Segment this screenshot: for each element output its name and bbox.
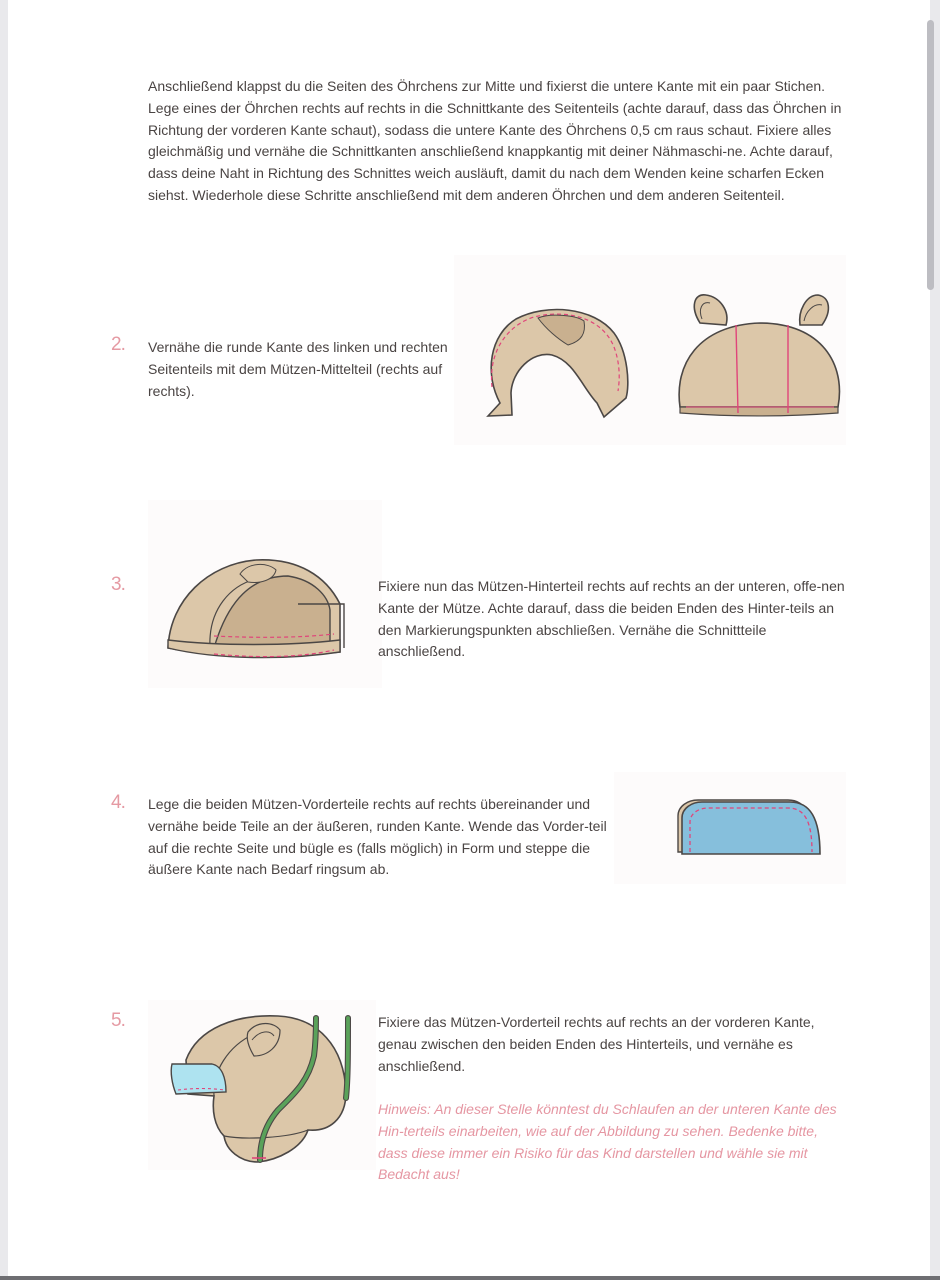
step-2-illustration (454, 255, 846, 445)
bottom-border (0, 1276, 940, 1280)
intro-paragraph: Anschließend klappst du die Seiten des Öhrchens zur Mitte und fixierst die untere Kante mit ein paar Stichen. Lege eines der Öhrchen rechts auf rechts in die Schnittkante des Seitenteils (achte darauf, dass das Öhrchen in Richtung der vorderen Kante schaut), sodass die untere Kante des Öhrchens 0,5 cm raus schaut. Fixiere alles gleichmäßig und vernähe die Schnittkanten anschließend knappkantig mit deiner Nähmaschi-ne. Achte darauf, dass deine Naht in Richtung des Schnittes weich ausläuft, damit du nach dem Wenden keine scharfen Ecken siehst. Wiederhole diese Schritte anschließend mit dem anderen Öhrchen und dem anderen Seitenteil. (148, 78, 842, 203)
step-4-text: Lege die beiden Mützen-Vorderteile rechts auf rechts übereinander und vernähe beide Teile an der äußeren, runden Kante. Wende das Vorder-teil auf die rechte Seite und bügle es (falls möglich) in Form und steppe die äußere Kante nach Bedarf ringsum ab. (148, 796, 607, 878)
step-5-note: Hinweis: An dieser Stelle könntest du Schlaufen an der unteren Kante des Hin-terteils einarbeiten, wie auf der Abbildung zu sehen. Bedenke bitte, dass diese immer ein Risiko für das Kind darstellen und wähle sie mit Bedacht aus! (378, 1101, 837, 1183)
scrollbar-thumb[interactable] (927, 20, 934, 290)
step-3-text: Fixiere nun das Mützen-Hinterteil rechts auf rechts an der unteren, offe-nen Kante der Mütze. Achte darauf, dass die beiden Enden des Hinter-teils an den Markierungspunkten abschließen. Vernähe die Schnittteile anschließend. (378, 578, 845, 660)
step-5-number: 5. (111, 1010, 125, 1031)
step-4-illustration (614, 772, 846, 884)
step-2-number: 2. (111, 334, 125, 355)
step-3-number: 3. (111, 574, 125, 595)
document-page (8, 0, 930, 1276)
step-2-text: Vernähe die runde Kante des linken und rechten Seitenteils mit dem Mützen-Mittelteil (rechts auf rechts). (148, 339, 448, 399)
step-5-illustration (148, 1000, 376, 1170)
step-3-illustration (148, 500, 382, 688)
step-5-text: Fixiere das Mützen-Vorderteil rechts auf rechts an der vorderen Kante, genau zwischen den beiden Enden des Hinterteils, und vernähe es anschließend. (378, 1014, 815, 1074)
step-4-number: 4. (111, 792, 125, 813)
